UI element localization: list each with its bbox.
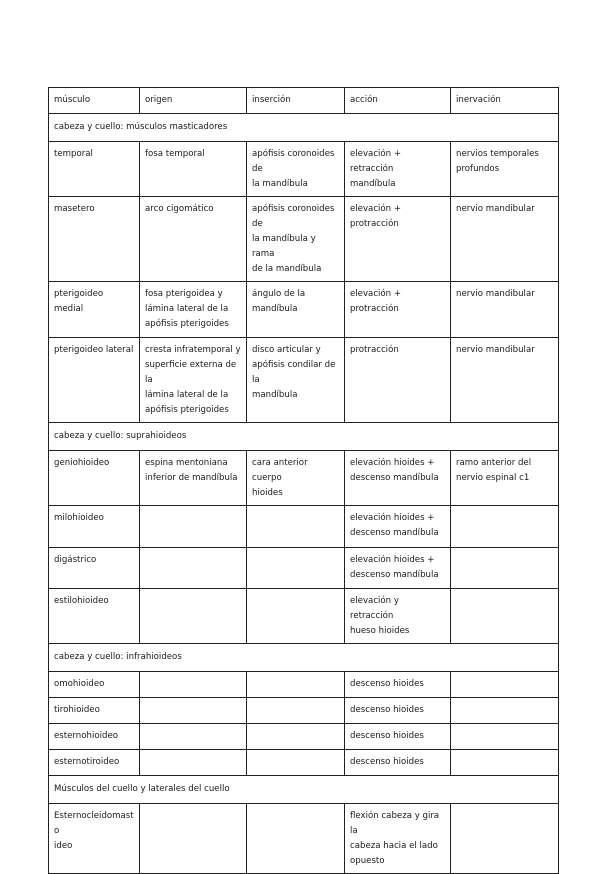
cell-origen: fosa pterigoidea y lámina lateral de la apófisis pterigoides bbox=[140, 282, 247, 338]
table-row bbox=[49, 197, 559, 282]
cell-musculo: pterigoideo medial bbox=[49, 282, 140, 338]
cell-origen: fosa temporal bbox=[140, 142, 247, 197]
table-row bbox=[49, 804, 559, 874]
cell-accion: elevación + protracción bbox=[345, 197, 451, 282]
table-row bbox=[49, 724, 559, 750]
cell-accion: elevación + retracción mandíbula bbox=[345, 142, 451, 197]
cell-origen: espina mentoniana inferior de mandíbula bbox=[140, 451, 247, 506]
cell-accion: elevación hioides + descenso mandíbula bbox=[345, 506, 451, 548]
cell-musculo: geniohioideo bbox=[49, 451, 140, 506]
cell-insercion bbox=[247, 724, 345, 750]
cell-musculo: esternohioideo bbox=[49, 724, 140, 750]
table-row bbox=[49, 589, 559, 644]
table-row bbox=[49, 282, 559, 338]
cell-origen bbox=[140, 506, 247, 548]
cell-origen: arco cigomático bbox=[140, 197, 247, 282]
section-label: cabeza y cuello: músculos masticadores bbox=[49, 114, 559, 142]
section-label: Músculos del cuello y laterales del cuello bbox=[49, 776, 559, 804]
cell-insercion bbox=[247, 589, 345, 644]
cell-musculo: masetero bbox=[49, 197, 140, 282]
cell-origen bbox=[140, 804, 247, 874]
table-row bbox=[49, 750, 559, 776]
cell-musculo: milohioideo bbox=[49, 506, 140, 548]
section-row bbox=[49, 644, 559, 672]
cell-inervacion bbox=[451, 506, 559, 548]
cell-origen bbox=[140, 698, 247, 724]
cell-insercion bbox=[247, 672, 345, 698]
cell-inervacion bbox=[451, 672, 559, 698]
cell-inervacion bbox=[451, 750, 559, 776]
header-origen: origen bbox=[140, 88, 247, 114]
header-insercion: inserción bbox=[247, 88, 345, 114]
cell-origen bbox=[140, 672, 247, 698]
cell-accion: descenso hioides bbox=[345, 672, 451, 698]
cell-musculo: esternotiroideo bbox=[49, 750, 140, 776]
cell-accion: descenso hioides bbox=[345, 698, 451, 724]
cell-accion: elevación + protracción bbox=[345, 282, 451, 338]
table-row bbox=[49, 698, 559, 724]
cell-insercion: disco articular y apófisis condilar de la mandíbula bbox=[247, 338, 345, 423]
cell-accion: elevación hioides + descenso mandíbula bbox=[345, 548, 451, 589]
cell-accion: elevación y retracción hueso hioides bbox=[345, 589, 451, 644]
table-row bbox=[49, 338, 559, 423]
table-row bbox=[49, 451, 559, 506]
cell-musculo: temporal bbox=[49, 142, 140, 197]
table-row bbox=[49, 672, 559, 698]
cell-inervacion bbox=[451, 548, 559, 589]
cell-musculo: tirohioideo bbox=[49, 698, 140, 724]
cell-musculo: estilohioideo bbox=[49, 589, 140, 644]
header-musculo: músculo bbox=[49, 88, 140, 114]
table-row bbox=[49, 506, 559, 548]
cell-inervacion: nervios temporales profundos bbox=[451, 142, 559, 197]
cell-insercion bbox=[247, 506, 345, 548]
cell-insercion: apófisis coronoides de la mandíbula y rama de la mandíbula bbox=[247, 197, 345, 282]
cell-musculo: Esternocleidomasto ideo bbox=[49, 804, 140, 874]
cell-inervacion bbox=[451, 698, 559, 724]
cell-accion: elevación hioides + descenso mandíbula bbox=[345, 451, 451, 506]
cell-insercion bbox=[247, 548, 345, 589]
cell-accion: protracción bbox=[345, 338, 451, 423]
section-label: cabeza y cuello: infrahioideos bbox=[49, 644, 559, 672]
cell-accion: flexión cabeza y gira la cabeza hacia el lado opuesto bbox=[345, 804, 451, 874]
cell-insercion bbox=[247, 698, 345, 724]
header-row bbox=[49, 88, 559, 114]
cell-inervacion: nervio mandibular bbox=[451, 338, 559, 423]
table-row bbox=[49, 548, 559, 589]
section-row bbox=[49, 776, 559, 804]
cell-origen bbox=[140, 724, 247, 750]
cell-inervacion bbox=[451, 724, 559, 750]
section-label: cabeza y cuello: suprahioideos bbox=[49, 423, 559, 451]
cell-origen bbox=[140, 548, 247, 589]
section-row bbox=[49, 423, 559, 451]
cell-inervacion: nervio mandibular bbox=[451, 282, 559, 338]
cell-accion: descenso hioides bbox=[345, 724, 451, 750]
cell-insercion: apófisis coronoides de la mandíbula bbox=[247, 142, 345, 197]
cell-musculo: pterigoideo lateral bbox=[49, 338, 140, 423]
cell-accion: descenso hioides bbox=[345, 750, 451, 776]
cell-insercion: cara anterior cuerpo hioides bbox=[247, 451, 345, 506]
cell-origen bbox=[140, 589, 247, 644]
cell-musculo: omohioideo bbox=[49, 672, 140, 698]
cell-inervacion: nervio mandibular bbox=[451, 197, 559, 282]
cell-inervacion: ramo anterior del nervio espinal c1 bbox=[451, 451, 559, 506]
header-inervacion: inervación bbox=[451, 88, 559, 114]
cell-insercion bbox=[247, 750, 345, 776]
cell-origen: cresta infratemporal y superficie externa de la lámina lateral de la apófisis pterigoides bbox=[140, 338, 247, 423]
table-row bbox=[49, 142, 559, 197]
cell-inervacion bbox=[451, 589, 559, 644]
cell-insercion bbox=[247, 804, 345, 874]
muscle-table bbox=[48, 87, 559, 874]
cell-insercion: ángulo de la mandíbula bbox=[247, 282, 345, 338]
cell-inervacion bbox=[451, 804, 559, 874]
header-accion: acción bbox=[345, 88, 451, 114]
cell-origen bbox=[140, 750, 247, 776]
muscle-table-body bbox=[49, 88, 559, 874]
cell-musculo: digástrico bbox=[49, 548, 140, 589]
section-row bbox=[49, 114, 559, 142]
